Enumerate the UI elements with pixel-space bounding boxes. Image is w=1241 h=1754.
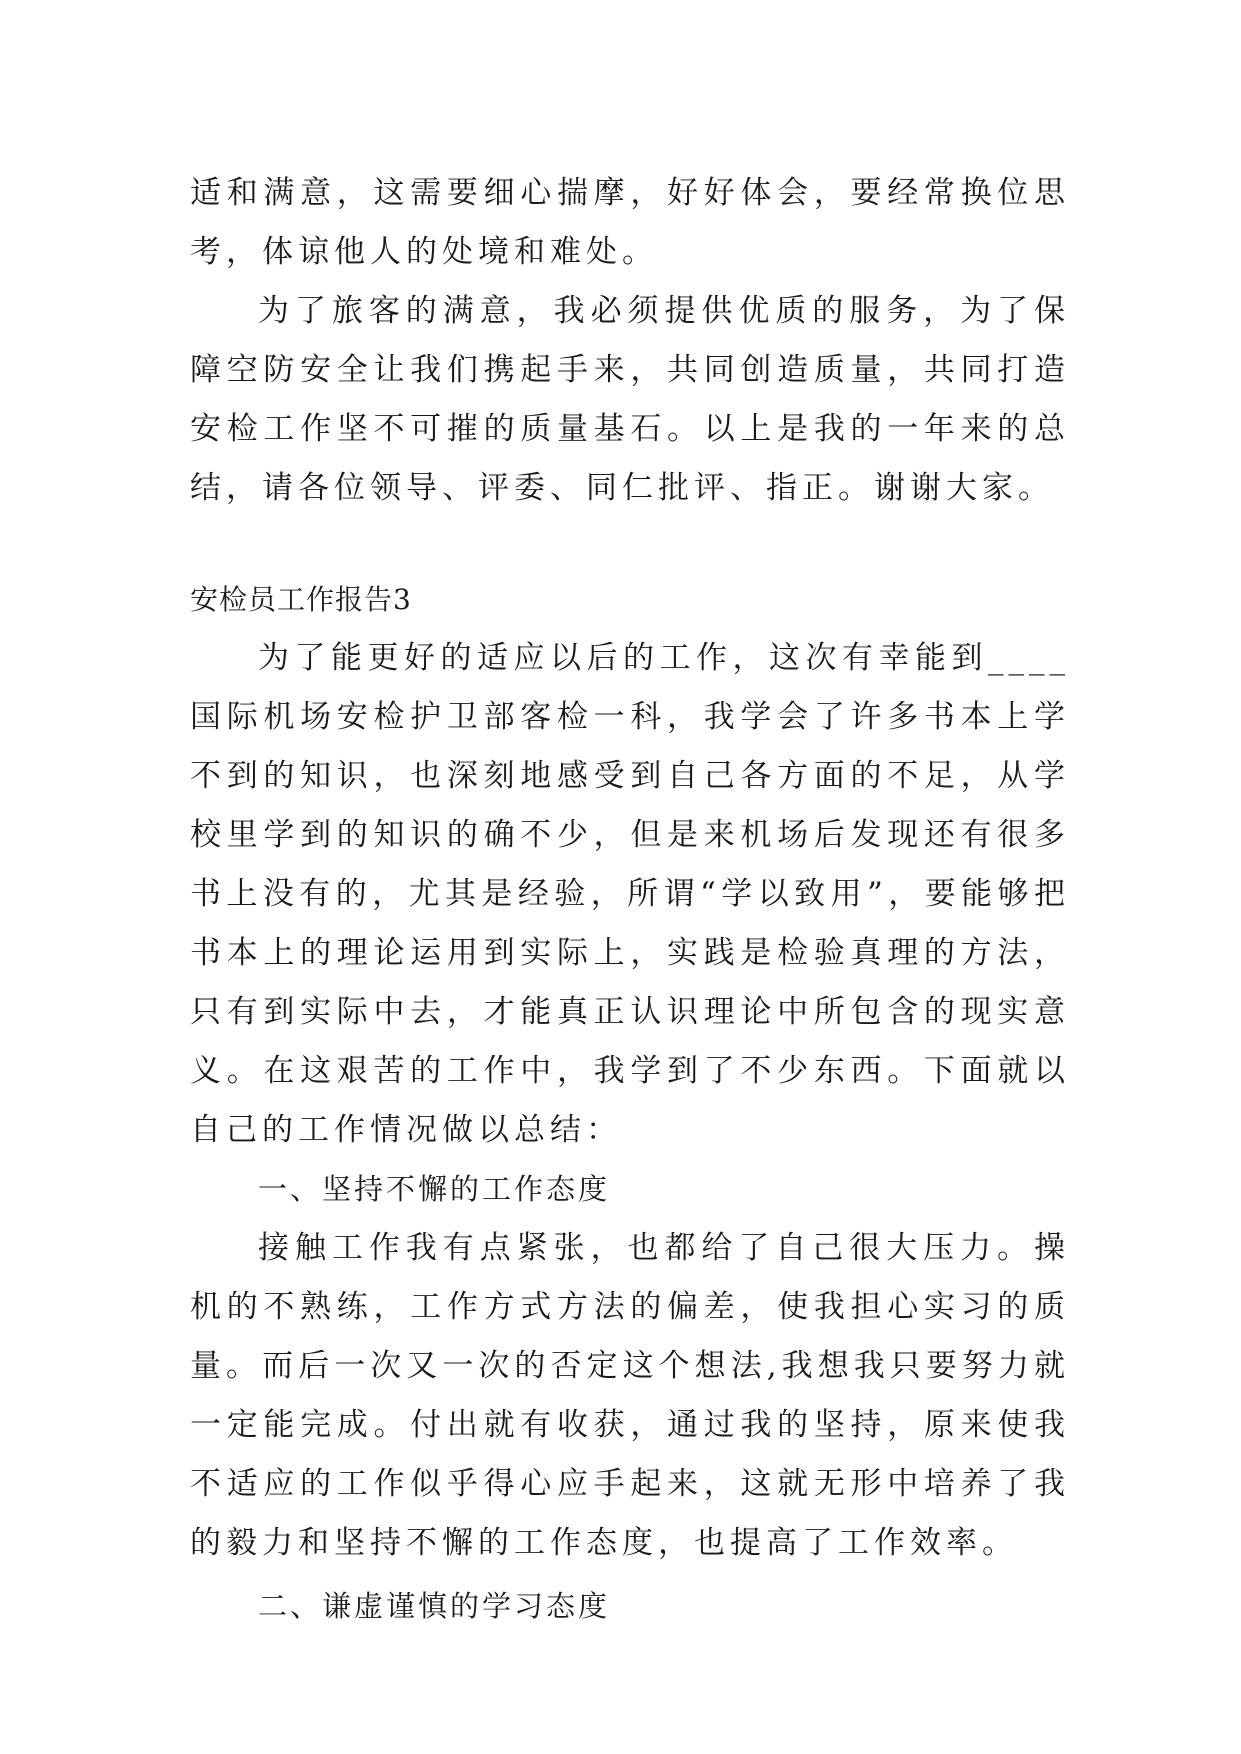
section-title: 安检员工作报告3 (190, 583, 412, 616)
paragraph-continued: 适和满意，这需要细心揣摩，好好体会，要经常换位思考，体谅他人的处境和难处。 (190, 175, 1070, 270)
heading-learning-attitude: 二、谦虚谨慎的学习态度 (258, 1589, 611, 1623)
paragraph-persistence: 接触工作我有点紧张，也都给了自己很大压力。操机的不熟练，工作方式方法的偏差，使我担心实习的质量。而后一次又一次的否定这个想法,我想我只要努力就一定能完成。付出就有收获，通过我的坚持，原来使我不适应的工作似乎得心应手起来，这就无形中培养了我的毅力和坚持不懈的工作态度，也提高了工作效率。 (190, 1230, 1070, 1561)
paragraph-intro: 为了能更好的适应以后的工作，这次有幸能到____国际机场安检护卫部客检一科，我学会了许多书本上学不到的知识，也深刻地感受到自己各方面的不足，从学校里学到的知识的确不少，但是来机场后发现还有很多书上没有的，尤其是经验，所谓“学以致用”，要能够把书本上的理论运用到实际上，实践是检验真理的方法，只有到实际中去，才能真正认识理论中所包含的现实意义。在这艰苦的工作中，我学到了不少东西。下面就以自己的工作情况做以总结： (190, 640, 1070, 1148)
document-page (190, 164, 1070, 1636)
paragraph-closing: 为了旅客的满意，我必须提供优质的服务，为了保障空防安全让我们携起手来，共同创造质量，共同打造安检工作坚不可摧的质量基石。以上是我的一年来的总结，请各位领导、评委、同仁批评、指正。谢谢大家。 (190, 293, 1070, 506)
section-gap (190, 518, 1070, 570)
heading-persistence: 一、坚持不懈的工作态度 (258, 1172, 611, 1206)
